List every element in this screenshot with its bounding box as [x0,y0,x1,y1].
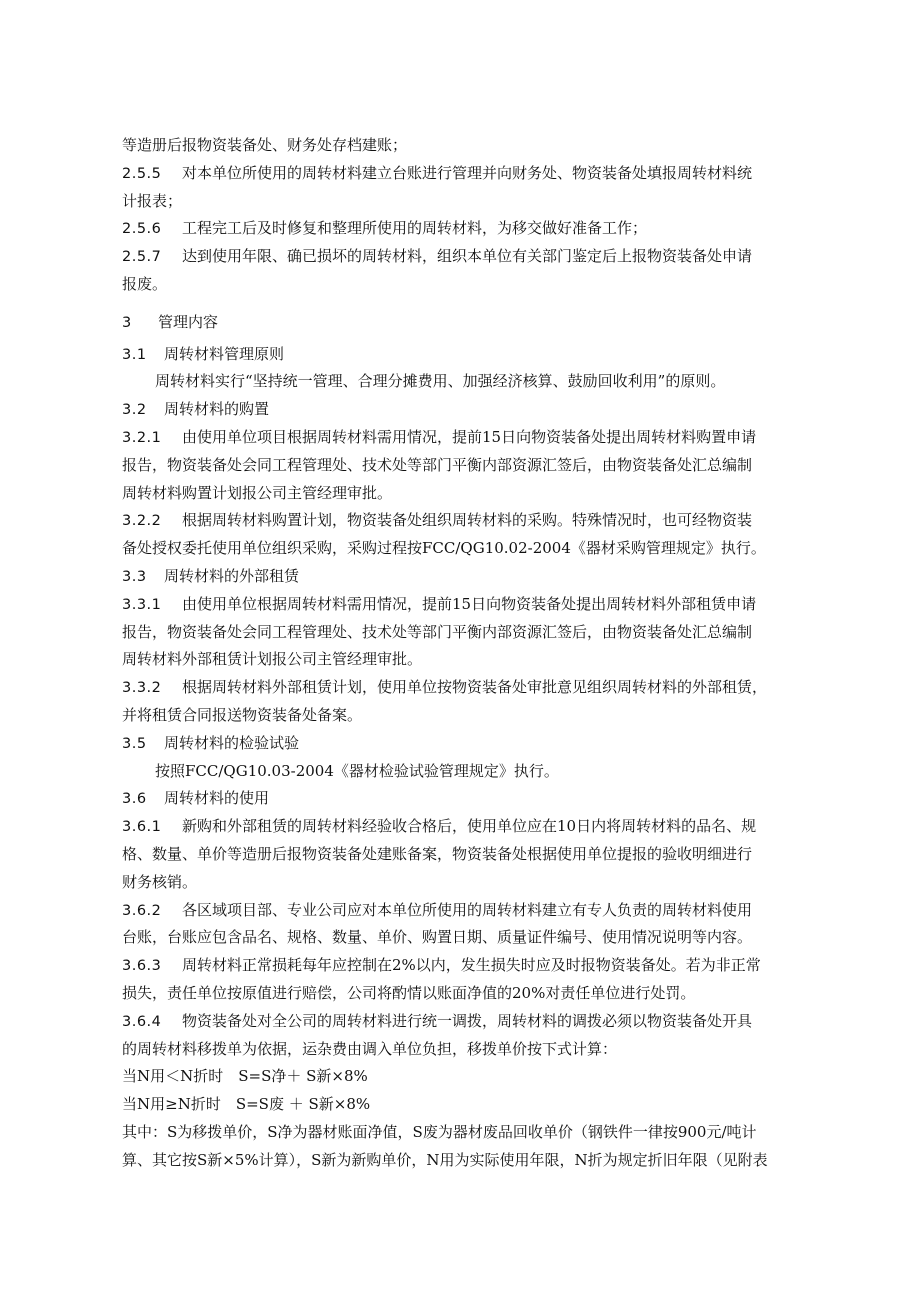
document-body [122,132,802,1174]
text-line: 周转材料购置计划报公司主管经理审批。 [122,483,393,502]
section-title: 管理内容 [158,312,219,331]
text-line: 等造册后报物资装备处、财务处存档建账； [122,136,408,154]
text-line: 报告，物资装备处会同工程管理处、技术处等部门平衡内部资源汇签后，由物资装备处汇总编制 [122,622,753,641]
formula-line: 当N用＜N折时 S=S净＋ S新×8% [122,1067,368,1086]
clause-2-5-5 [122,160,802,188]
subsection-3-5 [122,730,802,758]
clause-number: 3.6 [122,791,147,808]
text-line: 其中：S为移拨单价，S净为器材账面净值，S废为器材废品回收单价（钢铁件一律按900元/吨计 [122,1122,757,1141]
clause-number: 2.5.7 [122,249,162,266]
text-line: 备处授权委托使用单位组织采购，采购过程按FCC/QG10.02-2004《器材采购管理规定》执行。 [122,539,766,558]
clause-2-5-6 [122,215,802,243]
subsection-3-2 [122,396,802,424]
text-line: 损失，责任单位按原值进行赔偿，公司将酌情以账面净值的20%对责任单位进行处罚。 [122,983,696,1002]
text-line: 并将租赁合同报送物资装备处备案。 [122,705,363,724]
clause-number: 3.2.2 [122,513,162,530]
text-line: 计报表； [122,191,183,210]
subsection-3-1 [122,341,802,369]
clause-3-2-2 [122,507,802,535]
clause-text: 新购和外部租赁的周转材料经验收合格后，使用单位应在10日内将周转材料的品名、规 [182,817,757,836]
clause-text: 达到使用年限、确已损坏的周转材料，组织本单位有关部门鉴定后上报物资装备处申请 [182,247,753,266]
clause-3-6-3 [122,952,802,980]
clause-number: 3.6.4 [122,1013,162,1030]
section-number: 3 [122,314,132,331]
clause-3-6-1 [122,813,802,841]
clause-number: 3.3.1 [122,596,162,613]
clause-number: 3.3.2 [122,680,162,697]
text-line: 格、数量、单价等造册后报物资装备处建账备案，物资装备处根据使用单位提报的验收明细进行 [122,844,753,863]
text-line: 报告，物资装备处会同工程管理处、技术处等部门平衡内部资源汇签后，由物资装备处汇总编制 [122,455,753,474]
clause-3-6-4 [122,1008,802,1036]
text-line: 的周转材料移拨单为依据，运杂费由调入单位负担，移拨单价按下式计算： [122,1039,618,1058]
clause-text: 对本单位所使用的周转材料建立台账进行管理并向财务处、物资装备处填报周转材料统 [182,163,753,182]
clause-number: 3.6.3 [122,958,162,975]
clause-number: 3.5 [122,735,147,752]
clause-number: 3.3 [122,568,147,585]
subsection-3-3 [122,563,802,591]
clause-text: 物资装备处对全公司的周转材料进行统一调拨，周转材料的调拨必须以物资装备处开具 [182,1011,753,1030]
clause-number: 2.5.5 [122,165,162,182]
clause-number: 3.6.2 [122,902,162,919]
clause-number: 2.5.6 [122,221,162,238]
clause-text: 由使用单位项目根据周转材料需用情况，提前15日向物资装备处提出周转材料购置申请 [182,427,757,446]
subsection-title: 周转材料管理原则 [164,344,285,363]
clause-text: 周转材料正常损耗每年应控制在2%以内，发生损失时应及时报物资装备处。若为非正常 [182,956,761,975]
clause-3-6-2 [122,897,802,925]
section-heading-3 [122,309,802,337]
clause-3-3-1 [122,591,802,619]
text-line: 台账，台账应包含品名、规格、数量、单价、购置日期、质量证件编号、使用情况说明等内容。 [122,928,753,947]
text-line: 财务核销。 [122,872,198,891]
clause-text: 各区域项目部、专业公司应对本单位所使用的周转材料建立有专人负责的周转材料使用 [182,900,753,919]
text-line: 算、其它按S新×5%计算），S新为新购单价，N用为实际使用年限，N折为规定折旧年限（见附表 [122,1150,768,1169]
subsection-title: 周转材料的使用 [164,789,270,808]
clause-2-5-7 [122,243,802,271]
text-line: 按照FCC/QG10.03-2004《器材检验试验管理规定》执行。 [155,761,559,780]
subsection-title: 周转材料的购置 [164,400,270,419]
clause-text: 由使用单位根据周转材料需用情况，提前15日向物资装备处提出周转材料外部租赁申请 [182,594,757,613]
text-line: 报废。 [122,274,168,293]
clause-text: 根据周转材料购置计划，物资装备处组织周转材料的采购。特殊情况时，也可经物资装 [182,511,753,530]
subsection-title: 周转材料的外部租赁 [164,566,300,585]
clause-number: 3.2 [122,402,147,419]
text-line: 周转材料实行“坚持统一管理、合理分摊费用、加强经济核算、鼓励回收利用”的原则。 [155,372,726,391]
clause-3-2-1 [122,424,802,452]
text-line: 周转材料外部租赁计划报公司主管经理审批。 [122,650,423,669]
clause-number: 3.1 [122,346,147,363]
subsection-title: 周转材料的检验试验 [164,733,300,752]
clause-text: 工程完工后及时修复和整理所使用的周转材料，为移交做好准备工作； [182,219,648,238]
clause-text: 根据周转材料外部租赁计划，使用单位按物资装备处审批意见组织周转材料的外部租赁， [182,678,768,697]
subsection-3-6 [122,785,802,813]
clause-number: 3.6.1 [122,819,162,836]
clause-number: 3.2.1 [122,429,162,446]
clause-3-3-2 [122,674,802,702]
formula-line: 当N用≥N折时 S=S废 ＋ S新×8% [122,1095,371,1114]
